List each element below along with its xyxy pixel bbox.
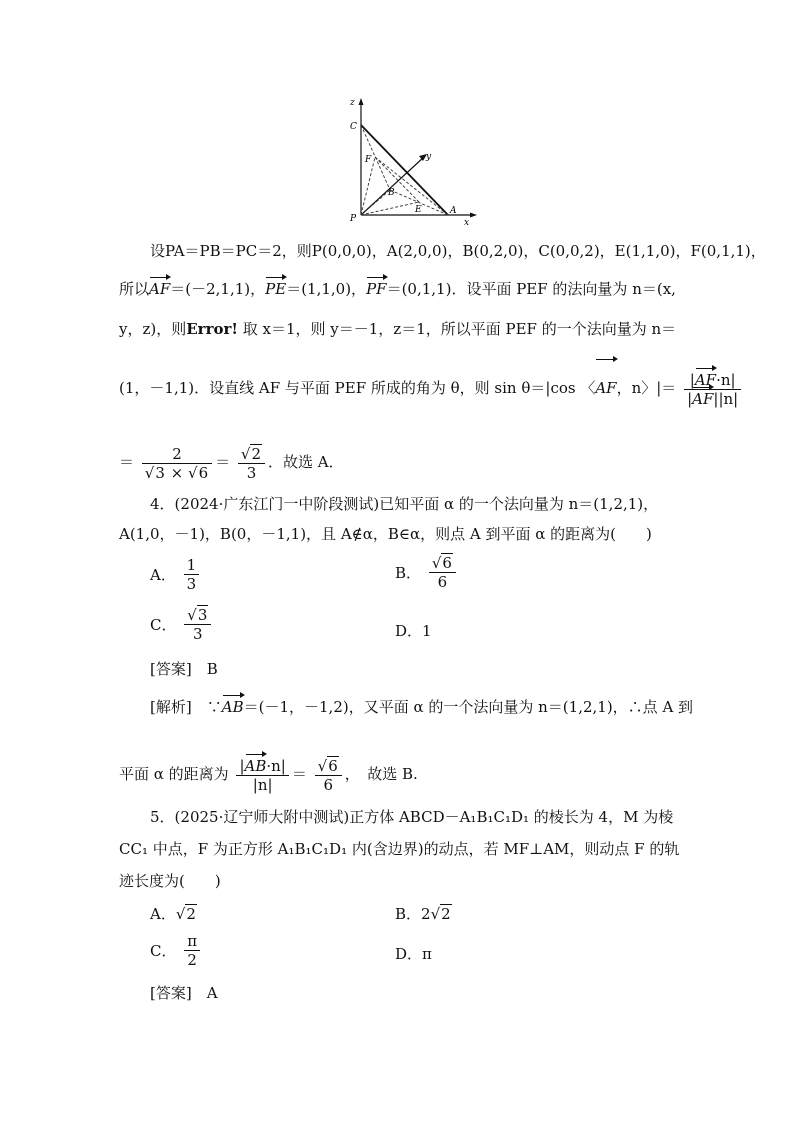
sol-line-4 — [119, 362, 744, 414]
label-y: y — [426, 152, 432, 162]
q4-analysis-l1-rest: ＝(－1，－1,2)，又平面 α 的一个法向量为 n＝(1,2,1)，∴点 A 到 — [243, 698, 694, 716]
q5-option-a-label: A． — [150, 905, 176, 923]
q4-option-a-num: 1 — [184, 556, 200, 575]
sol-l5-eq2: ＝ — [215, 453, 231, 471]
sqrt-2: 2 — [251, 444, 262, 463]
label-F: F — [365, 155, 372, 165]
edge-FA — [375, 157, 448, 215]
sol-line-5 — [119, 442, 344, 482]
label-z: z — [350, 98, 355, 108]
x-axis-arrow — [470, 213, 477, 218]
result-fraction — [238, 445, 265, 482]
sol-l2-v2: ＝(1,1,0)， — [286, 280, 367, 298]
sol-l4-b: ，n〉|＝ — [616, 379, 677, 397]
distance-result-den: 6 — [323, 775, 333, 794]
q4-option-d-value: 1 — [422, 622, 432, 640]
q5-option-d[interactable] — [395, 943, 432, 964]
q5-answer-tag: [答案] — [150, 984, 192, 1002]
distance-result-rad: 6 — [328, 756, 338, 775]
sol-l3-a: y，z)，则 — [119, 320, 187, 338]
q5-option-b[interactable]: B．2√2 — [395, 905, 451, 923]
cos-frac-num-tail: ·n| — [716, 370, 736, 389]
q5-option-b-coef: 2 — [421, 905, 431, 923]
q4-option-d-label: D． — [395, 622, 423, 640]
edge-PF — [361, 157, 375, 215]
vector-PE: PE — [265, 280, 287, 298]
q4-option-c-label: C． — [150, 616, 177, 634]
q5-option-b-label: B． — [395, 905, 422, 923]
distance-fraction — [236, 757, 288, 794]
q5-line-1: 5．(2025·辽宁师大附中测试)正方体 ABCD－A₁B₁C₁D₁ 的棱长为 4，M 为棱 — [150, 808, 674, 826]
q5-answer-value: A — [206, 984, 218, 1002]
label-x: x — [464, 218, 470, 228]
vector-AF: AF — [149, 280, 171, 298]
edge-PE — [361, 202, 419, 215]
label-A: A — [450, 206, 457, 216]
q4-option-a-frac — [184, 556, 200, 593]
z-axis-arrow — [359, 98, 364, 105]
sol-l2-v3: ＝(0,1,1)．设平面 PEF 的法向量为 n＝(x, — [386, 280, 676, 298]
q4-analysis-tag: [解析] — [150, 698, 192, 716]
geometry-figure — [340, 95, 490, 230]
q4-analysis-line-2 — [119, 746, 418, 802]
edge-PB — [361, 190, 390, 215]
q4-option-b-den: 6 — [437, 573, 448, 591]
q4-analysis-because: ∵ — [206, 698, 222, 716]
q5-line-2: CC₁ 中点，F 为正方形 A₁B₁C₁D₁ 内(含边界)的动点，若 MF⊥AM，则动点 F 的轨 — [119, 840, 680, 858]
q5-line-3: 迹长度为( ) — [119, 872, 221, 890]
q5-option-c-den: 2 — [187, 951, 197, 969]
q5-option-d-label: D． — [395, 945, 423, 963]
cos-frac-den-tail: ||n| — [713, 389, 739, 408]
q4-option-b-frac — [429, 554, 456, 591]
label-E: E — [415, 205, 422, 215]
error-text: Error! — [186, 320, 238, 338]
q4-analysis-line-1 — [150, 698, 693, 716]
q5-option-d-value: π — [422, 945, 432, 963]
sol-l2-prefix: 所以 — [119, 280, 150, 298]
sol-line-2 — [119, 280, 676, 298]
vector-AF-den: AF — [692, 389, 714, 408]
q4-line-1: 4．(2024·广东江门一中阶段测试)已知平面 α 的一个法向量为 n＝(1,2,1)， — [150, 495, 659, 513]
sqrt-3: 3 — [155, 463, 165, 482]
q5-option-c-num: π — [184, 932, 200, 951]
q4-answer — [150, 660, 218, 678]
distance-result — [315, 757, 342, 794]
vector-PF: PF — [366, 280, 387, 298]
q4-option-c-num: √3 — [184, 606, 211, 625]
distance-frac-num: |AB·n| — [236, 757, 288, 776]
q5-option-a-rad: 2 — [186, 905, 196, 923]
q4-option-c-frac — [184, 606, 211, 643]
sin-frac-num: 2 — [142, 445, 212, 464]
vector-AF-num: AF — [694, 370, 717, 389]
sin-fraction — [142, 445, 212, 482]
distance-result-num: √6 — [315, 757, 342, 776]
label-P: P — [350, 214, 357, 224]
sol-l4-a: (1，－1,1)．设直线 AF 与平面 PEF 所成的角为 θ，则 sin θ＝|cos 〈 — [119, 379, 596, 397]
label-B: B — [388, 188, 395, 198]
label-C: C — [350, 122, 357, 132]
q4-option-a[interactable] — [150, 556, 202, 593]
q4-analysis-eq: ＝ — [291, 765, 307, 783]
distance-frac-num-tail: ·n| — [266, 756, 286, 775]
q5-option-c-frac — [184, 932, 200, 969]
q4-option-b[interactable] — [395, 554, 459, 591]
q4-option-b-num: √6 — [429, 554, 456, 573]
sol-l2-v1: ＝(－2,1,1)， — [170, 280, 266, 298]
q4-option-c-den: 3 — [193, 625, 203, 643]
times-sign: × — [165, 463, 189, 482]
sqrt-6: 6 — [198, 463, 209, 482]
sin-frac-den: √3 × √6 — [144, 463, 209, 482]
sol-line-1: 设PA＝PB＝PC＝2，则P(0,0,0)，A(2,0,0)，B(0,2,0)，C(0,0,2)，E(1,1,0)，F(0,1,1)， — [150, 242, 766, 260]
result-frac-num: √2 — [238, 445, 265, 464]
q4-line-2: A(1,0，－1)，B(0，－1,1)，且 A∉α，B∈α，则点 A 到平面 α 的距离为( ) — [119, 525, 652, 543]
q4-option-c-rad: 3 — [197, 606, 208, 624]
q5-option-c[interactable] — [150, 932, 203, 969]
distance-frac-den: |n| — [252, 775, 273, 794]
q4-option-a-den: 3 — [186, 575, 197, 593]
q4-analysis-tail: ， 故选 B. — [344, 765, 418, 783]
q5-option-a[interactable]: A．√2 — [150, 905, 196, 923]
sol-l5-tail: ．故选 A． — [268, 453, 344, 471]
q4-answer-tag: [答案] — [150, 660, 192, 678]
vector-AB-num: AB — [244, 756, 267, 775]
sol-line-3 — [119, 320, 676, 338]
cos-fraction — [684, 371, 741, 408]
q4-option-b-label: B． — [395, 564, 422, 582]
q4-option-c[interactable] — [150, 606, 214, 643]
q5-option-c-label: C． — [150, 942, 177, 960]
sol-l5-eq: ＝ — [119, 453, 135, 471]
q4-option-a-label: A． — [150, 566, 176, 584]
edge-CA — [361, 125, 448, 215]
cos-frac-num: |AF·n| — [684, 371, 741, 390]
result-frac-den: 3 — [246, 463, 257, 482]
q4-option-d[interactable] — [395, 620, 432, 641]
q4-analysis-l2-a: 平面 α 的距离为 — [119, 765, 229, 783]
q5-answer — [150, 984, 218, 1002]
vector-AF-2: AF — [595, 362, 616, 414]
sol-l3-b: 取 x＝1，则 y＝－1，z＝1，所以平面 PEF 的一个法向量为 n＝ — [237, 320, 677, 338]
vector-AB: AB — [221, 698, 244, 716]
q4-answer-value: B — [206, 660, 218, 678]
cos-frac-den: |AF||n| — [687, 389, 739, 408]
q4-option-b-rad: 6 — [442, 554, 452, 572]
q5-option-b-rad: 2 — [441, 905, 451, 923]
